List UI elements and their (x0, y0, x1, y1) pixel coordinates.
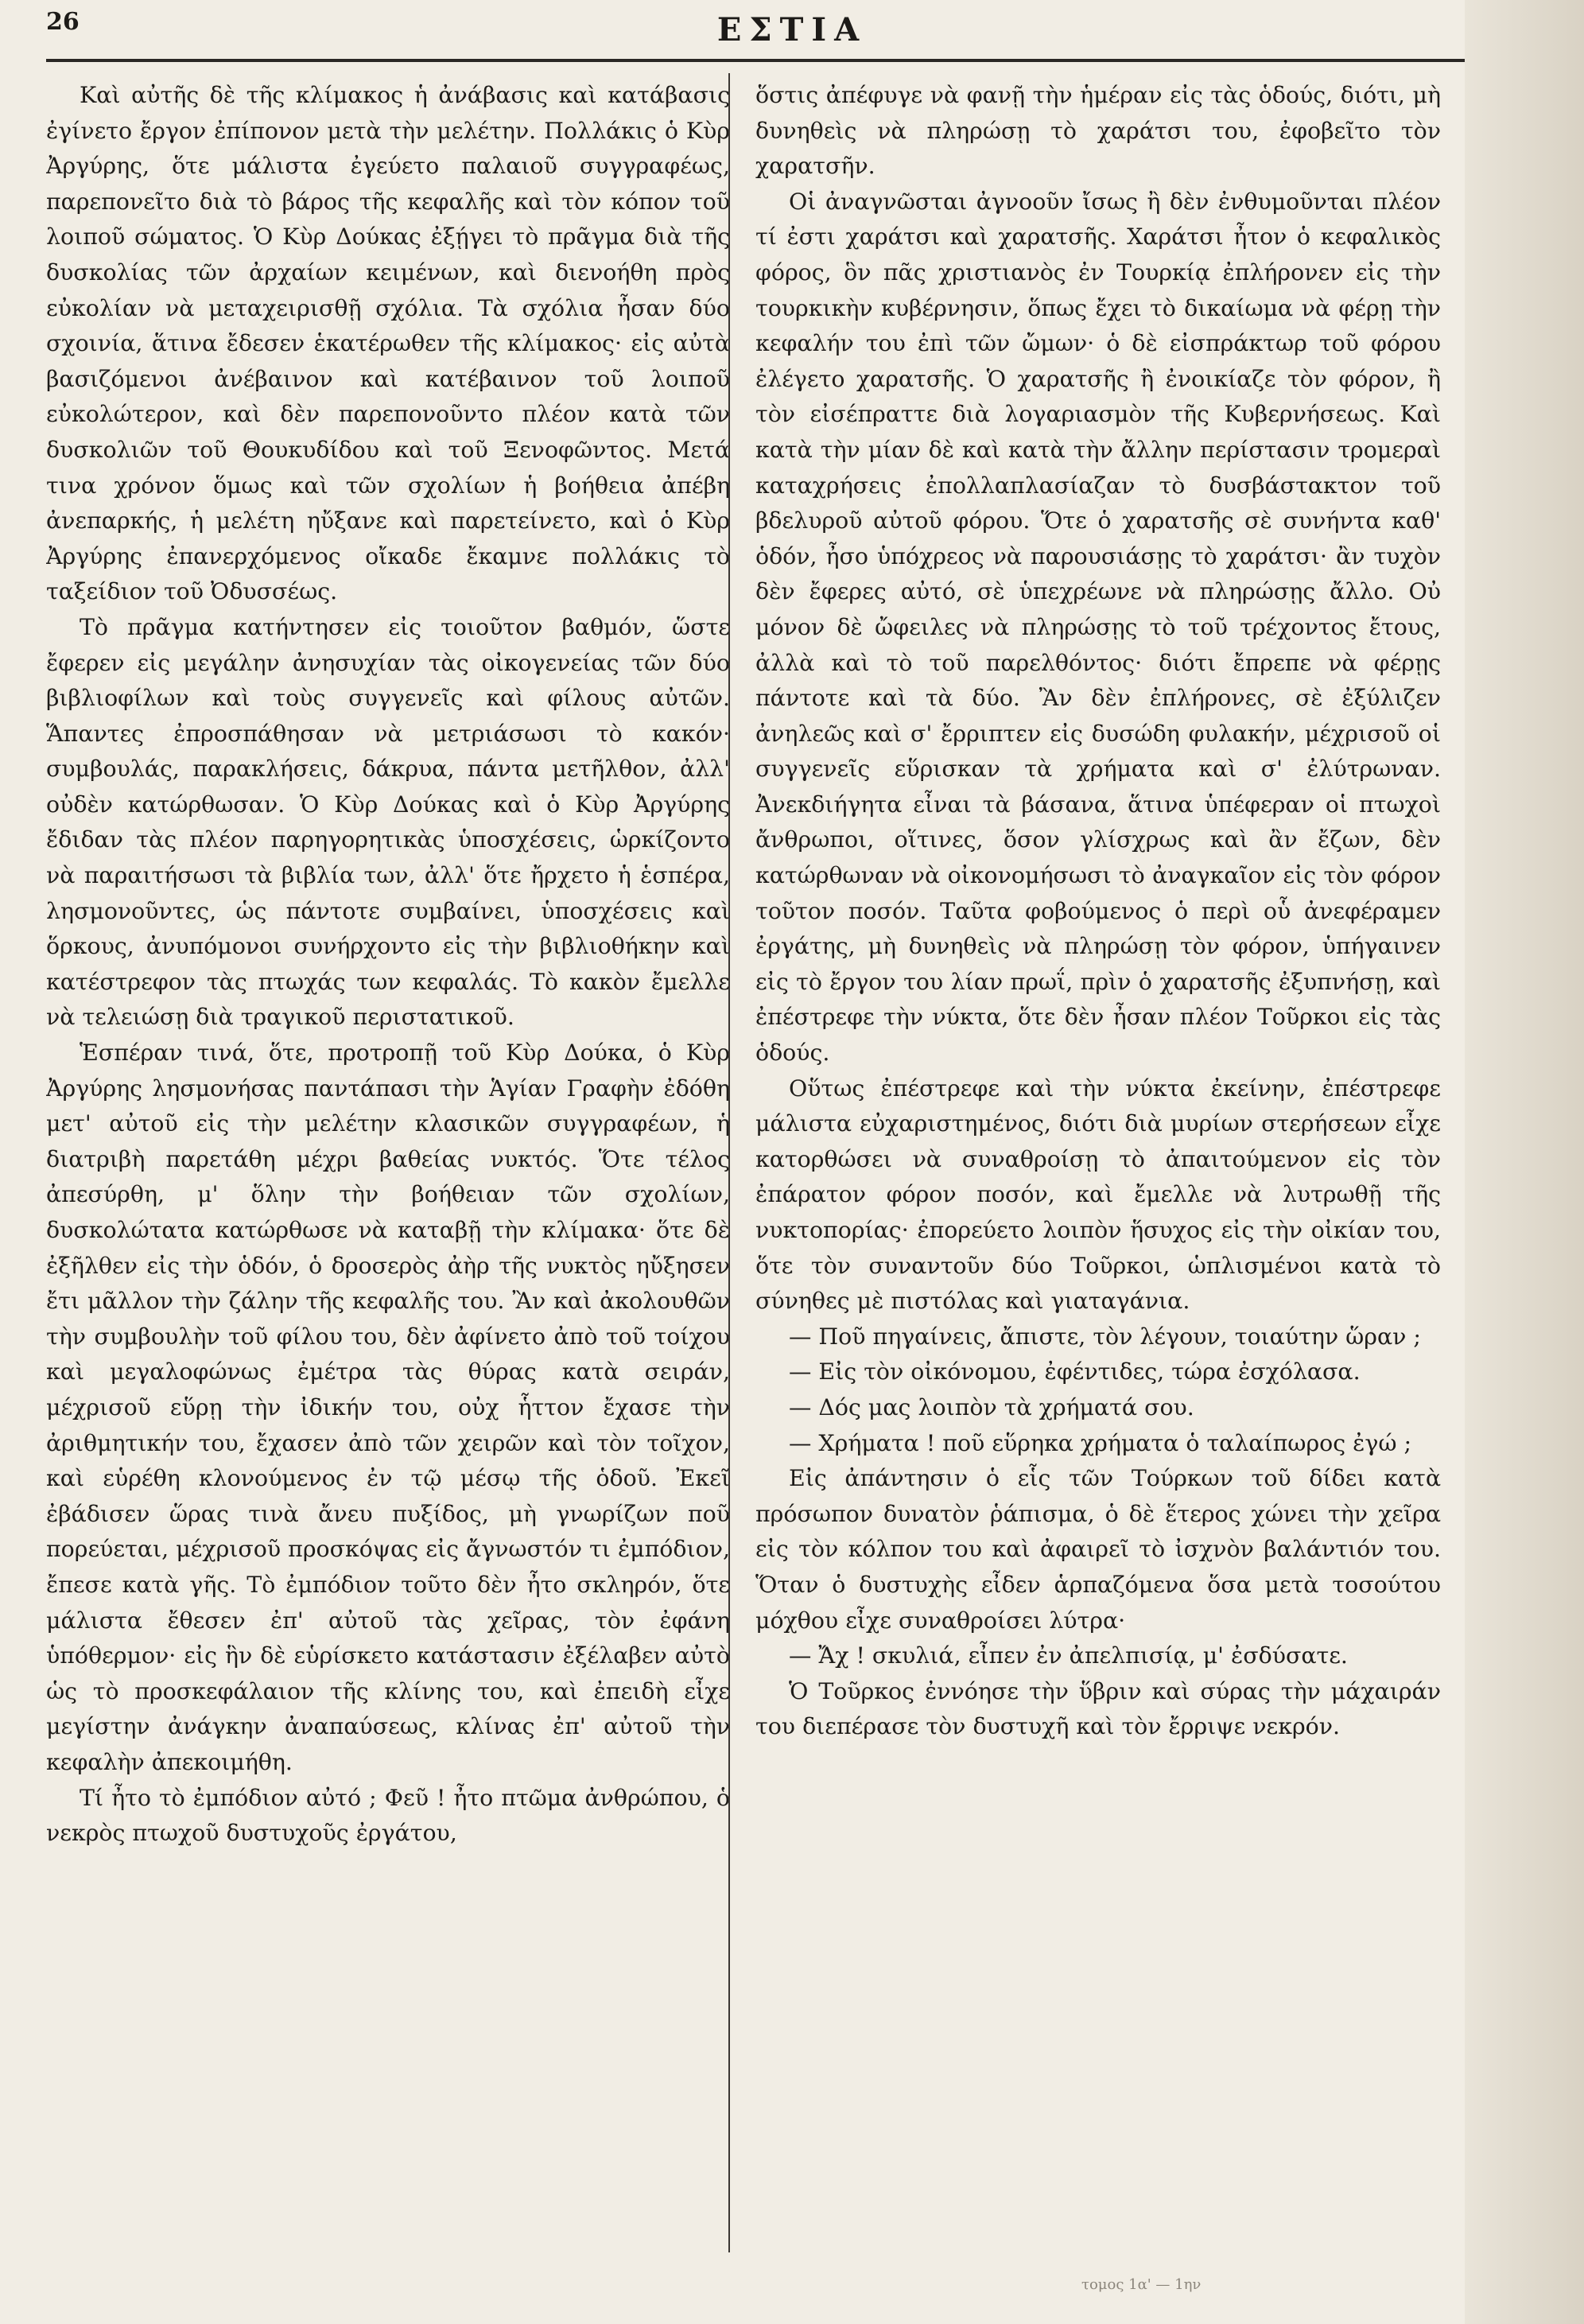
paragraph: Τὸ πρᾶγμα κατήντησεν εἰς τοιοῦτον βαθμόν, ὥστε ἔφερεν εἰς μεγάλην ἀνησυχίαν τὰς οἰκογενείας τῶν δύο βιβλιοφίλων καὶ τοὺς συγγενεῖς καὶ φίλους αὐτῶν. Ἅπαντες ἐπροσπάθησαν νὰ μετριάσωσι τὸ κακόν· συμβουλάς, παρακλήσεις, δάκρυα, πάντα μετῆλθον, ἀλλ' οὐδὲν κατώρθωσαν. Ὁ Κὺρ Δούκας καὶ ὁ Κὺρ Ἀργύρης ἔδιδαν τὰς πλέον παρηγορητικὰς ὑποσχέσεις, ὡρκίζοντο νὰ παραιτήσωσι τὰ βιβλία των, ἀλλ' ὅτε ἤρχετο ἡ ἑσπέρα, λησμονοῦντες, ὡς πάντοτε συμβαίνει, ὑποσχέσεις καὶ ὅρκους, ἀνυπόμονοι συνήρχοντο εἰς τὴν βιβλιοθήκην καὶ κατέστρεφον τὰς πτωχάς των κεφαλάς. Τὸ κακὸν ἔμελλε νὰ τελειώσῃ διὰ τραγικοῦ περιστατικοῦ. (46, 613, 730, 1031)
paragraph: Ὁ Τοῦρκος ἐννόησε τὴν ὕβριν καὶ σύρας τὴν μάχαιράν του διεπέρασε τὸν δυστυχῆ καὶ τὸν ἔρριψε νεκρόν. (755, 1677, 1441, 1740)
paragraph: Ἑσπέραν τινά, ὅτε, προτροπῇ τοῦ Κὺρ Δούκα, ὁ Κὺρ Ἀργύρης λησμονήσας παντάπασι τὴν Ἁγίαν Γραφὴν ἐδόθη μετ' αὐτοῦ εἰς τὴν μελέτην κλασικῶν συγγραφέων, ἡ διατριβὴ παρετάθη μέχρι βαθείας νυκτός. Ὅτε τέλος ἀπεσύρθη, μ' ὅλην τὴν βοήθειαν τῶν σχολίων, δυσκολώτατα κατώρθωσε νὰ καταβῇ τὴν κλίμακα· ὅτε δὲ ἐξῆλθεν εἰς τὴν ὁδόν, ὁ δροσερὸς ἀὴρ τῆς νυκτὸς ηὔξησεν ἔτι μᾶλλον τὴν ζάλην τῆς κεφαλῆς του. Ἂν καὶ ἀκολουθῶν τὴν συμβουλὴν τοῦ φίλου του, δὲν ἀφίνετο ἀπὸ τοῦ τοίχου καὶ μεγαλοφώνως ἐμέτρα τὰς θύρας κατὰ σειράν, μέχρισοῦ εὕρῃ τὴν ἰδικήν του, οὐχ ἧττον ἔχασε τὴν ἀριθμητικήν του, ἔχασεν ἀπὸ τῶν χειρῶν καὶ τὸν τοῖχον, καὶ εὑρέθη κλονούμενος ἐν τῷ μέσῳ τῆς ὁδοῦ. Ἐκεῖ ἐβάδισεν ὥρας τινὰ ἄνευ πυξίδος, μὴ γνωρίζων ποῦ πορεύεται, μέχρισοῦ προσκόψας εἰς ἄγνωστόν τι ἐμπόδιον, ἔπεσε κατὰ γῆς. Τὸ ἐμπόδιον τοῦτο δὲν ἦτο σκληρόν, ὅτε μάλιστα ἔθεσεν ἐπ' αὐτοῦ τὰς χεῖρας, τὸν ἐφάνη ὑπόθερμον· εἰς ἣν δὲ εὑρίσκετο κατάστασιν ἐξέλαβεν αὐτὸ ὡς τὸ προσκεφάλαιον τῆς κλίνης του, καὶ ἐπειδὴ εἶχε μεγίστην ἀνάγκην ἀναπαύσεως, κλίνας ἐπ' αὐτοῦ τὴν κεφαλὴν ἀπεκοιμήθη. (46, 1040, 730, 1775)
dialogue-line: — Εἰς τὸν οἰκόνομου, ἐφέντιδες, τώρα ἐσχόλασα. (789, 1358, 1361, 1385)
dialogue-line: — Δός μας λοιπὸν τὰ χρήματά σου. (789, 1393, 1194, 1420)
left-column (46, 78, 730, 2297)
header-rule (46, 59, 1538, 62)
running-head: ΕΣΤΙΑ (716, 11, 868, 49)
right-column (755, 78, 1441, 2297)
dialogue-line: — Χρήματα ! ποῦ εὕρηκα χρήματα ὁ ταλαίπωρος ἐγώ ; (789, 1429, 1412, 1456)
paragraph: Τί ἦτο τὸ ἐμπόδιον αὐτό ; Φεῦ ! ἦτο πτῶμα ἀνθρώπου, ὁ νεκρὸς πτωχοῦ δυστυχοῦς ἐργάτου, (46, 1784, 730, 1847)
page-edge-shadow (1465, 0, 1584, 2324)
column-divider (728, 73, 730, 2252)
paragraph: Εἰς ἀπάντησιν ὁ εἷς τῶν Τούρκων τοῦ δίδει κατὰ πρόσωπον δυνατὸν ῥάπισμα, ὁ δὲ ἕτερος χώνει τὴν χεῖρα εἰς τὸν κόλπον του καὶ ἀφαιρεῖ τὸ ἰσχνὸν βαλάντιόν του. Ὅταν ὁ δυστυχὴς εἶδεν ἁρπαζόμενα ὅσα μετὰ τοσούτου μόχθου εἶχε συναθροίσει λύτρα· (755, 1465, 1441, 1634)
printer-signature: τομος 1α' — 1ην (1081, 2276, 1202, 2293)
dialogue-line: — Ἄχ ! σκυλιά, εἶπεν ἐν ἀπελπισίᾳ, μ' ἐσδύσατε. (789, 1642, 1348, 1669)
paragraph-continuation: ὅστις ἀπέφυγε νὰ φανῇ τὴν ἡμέραν εἰς τὰς ὁδούς, διότι, μὴ δυνηθεὶς νὰ πληρώσῃ τὸ χαράτσι του, ἐφοβεῖτο τὸν χαρατσῆν. (755, 82, 1441, 180)
paragraph: Καὶ αὐτῆς δὲ τῆς κλίμακος ἡ ἀνάβασις καὶ κατάβασις ἐγίνετο ἔργον ἐπίπονον μετὰ τὴν μελέτην. Πολλάκις ὁ Κὺρ Ἀργύρης, ὅτε μάλιστα ἐγεύετο παλαιοῦ συγγραφέως, παρεπονεῖτο διὰ τὸ βάρος τῆς κεφαλῆς καὶ τὸν κόπον τοῦ λοιποῦ σώματος. Ὁ Κὺρ Δούκας ἐξῄγει τὸ πρᾶγμα διὰ τῆς δυσκολίας τῶν ἀρχαίων κειμένων, καὶ διενοήθη πρὸς εὐκολίαν νὰ μεταχειρισθῇ σχόλια. Τὰ σχόλια ἦσαν δύο σχοινία, ἅτινα ἔδεσεν ἑκατέρωθεν τῆς κλίμακος· εἰς αὐτὰ βασιζόμενοι ἀνέβαινον καὶ κατέβαινον τοῦ λοιποῦ εὐκολώτερον, καὶ δὲν παρεπονοῦντο πλέον κατὰ τῶν δυσκολιῶν τοῦ Θουκυδίδου καὶ τοῦ Ξενοφῶντος. Μετά τινα χρόνον ὅμως καὶ τῶν σχολίων ἡ βοήθεια ἀπέβη ἀνεπαρκής, ἡ μελέτη ηὔξανε καὶ παρετείνετο, καὶ ὁ Κὺρ Ἀργύρης ἐπανερχόμενος οἴκαδε ἔκαμνε πολλάκις τὸ ταξείδιον τοῦ Ὀδυσσέως. (46, 82, 730, 605)
page-number: 26 (46, 8, 80, 36)
dialogue-line: — Ποῦ πηγαίνεις, ἄπιστε, τὸν λέγουν, τοιαύτην ὥραν ; (789, 1323, 1421, 1350)
paragraph: Οἱ ἀναγνῶσται ἀγνοοῦν ἴσως ἢ δὲν ἐνθυμοῦνται πλέον τί ἐστι χαράτσι καὶ χαρατσῆς. Χαράτσι ἦτον ὁ κεφαλικὸς φόρος, ὃν πᾶς χριστιανὸς ἐν Τουρκίᾳ ἐπλήρονεν εἰς τὴν τουρκικὴν κυβέρνησιν, ὅπως ἔχει τὸ δικαίωμα νὰ φέρῃ τὴν κεφαλήν του ἐπὶ τῶν ὤμων· ὁ δὲ εἰσπράκτωρ τοῦ φόρου ἐλέγετο χαρατσῆς. Ὁ χαρατσῆς ἢ ἐνοικίαζε τὸν φόρον, ἢ τὸν εἰσέπραττε διὰ λογαριασμὸν τῆς Κυβερνήσεως. Καὶ κατὰ τὴν μίαν δὲ καὶ κατὰ τὴν ἄλλην περίστασιν τρομεραὶ καταχρήσεις ἐπολλαπλασίαζαν τὸ δυσβάστακτον τοῦ βδελυροῦ αὐτοῦ φόρου. Ὅτε ὁ χαρατσῆς σὲ συνήντα καθ' ὁδόν, ἦσο ὑπόχρεος νὰ παρουσιάσῃς τὸ χαράτσι· ἂν τυχὸν δὲν ἔφερες αὐτό, σὲ ὑπεχρέωνε νὰ πληρώσῃς ἄλλο. Οὐ μόνον δὲ ὤφειλες νὰ πληρώσῃς τὸ τοῦ τρέχοντος ἔτους, ἀλλὰ καὶ τὸ τοῦ παρελθόντος· διότι ἔπρεπε νὰ φέρῃς πάντοτε καὶ τὰ δύο. Ἂν δὲν ἐπλήρονες, σὲ ἐξύλιζεν ἀνηλεῶς καὶ σ' ἔρριπτεν εἰς δυσώδη φυλακήν, μέχρισοῦ οἱ συγγενεῖς εὕρισκαν τὰ χρήματα καὶ σ' ἐλύτρωναν. Ἀνεκδιήγητα εἶναι τὰ βάσανα, ἅτινα ὑπέφεραν οἱ πτωχοὶ ἄνθρωποι, οἵτινες, ὅσον γλίσχρως καὶ ἂν ἔζων, δὲν κατώρθωναν νὰ οἰκονομήσωσι τὸ ἀναγκαῖον εἰς τὸν φόρον τοῦτον ποσόν. Ταῦτα φοβούμενος ὁ περὶ οὗ ἀνεφέραμεν ἐργάτης, μὴ δυνηθεὶς νὰ πληρώσῃ τὸν φόρον, ὑπήγαινεν εἰς τὸ ἔργον του λίαν πρωΐ, πρὶν ὁ χαρατσῆς ἐξυπνήσῃ, καὶ ἐπέστρεφε τὴν νύκτα, ὅτε δὲν ἦσαν πλέον Τοῦρκοι εἰς τὰς ὁδούς. (755, 188, 1441, 1067)
paragraph: Οὕτως ἐπέστρεφε καὶ τὴν νύκτα ἐκείνην, ἐπέστρεφε μάλιστα εὐχαριστημένος, διότι διὰ μυρίων στερήσεων εἶχε κατορθώσει νὰ συναθροίσῃ τὸ ἀπαιτούμενον εἰς τὸν ἐπάρατον φόρον ποσόν, καὶ ἔμελλε νὰ λυτρωθῇ τῆς νυκτοπορίας· ἐπορεύετο λοιπὸν ἥσυχος εἰς τὴν οἰκίαν του, ὅτε τὸν συναντοῦν δύο Τοῦρκοι, ὡπλισμένοι κατὰ τὸ σύνηθες μὲ πιστόλας καὶ γιαταγάνια. (755, 1075, 1441, 1315)
